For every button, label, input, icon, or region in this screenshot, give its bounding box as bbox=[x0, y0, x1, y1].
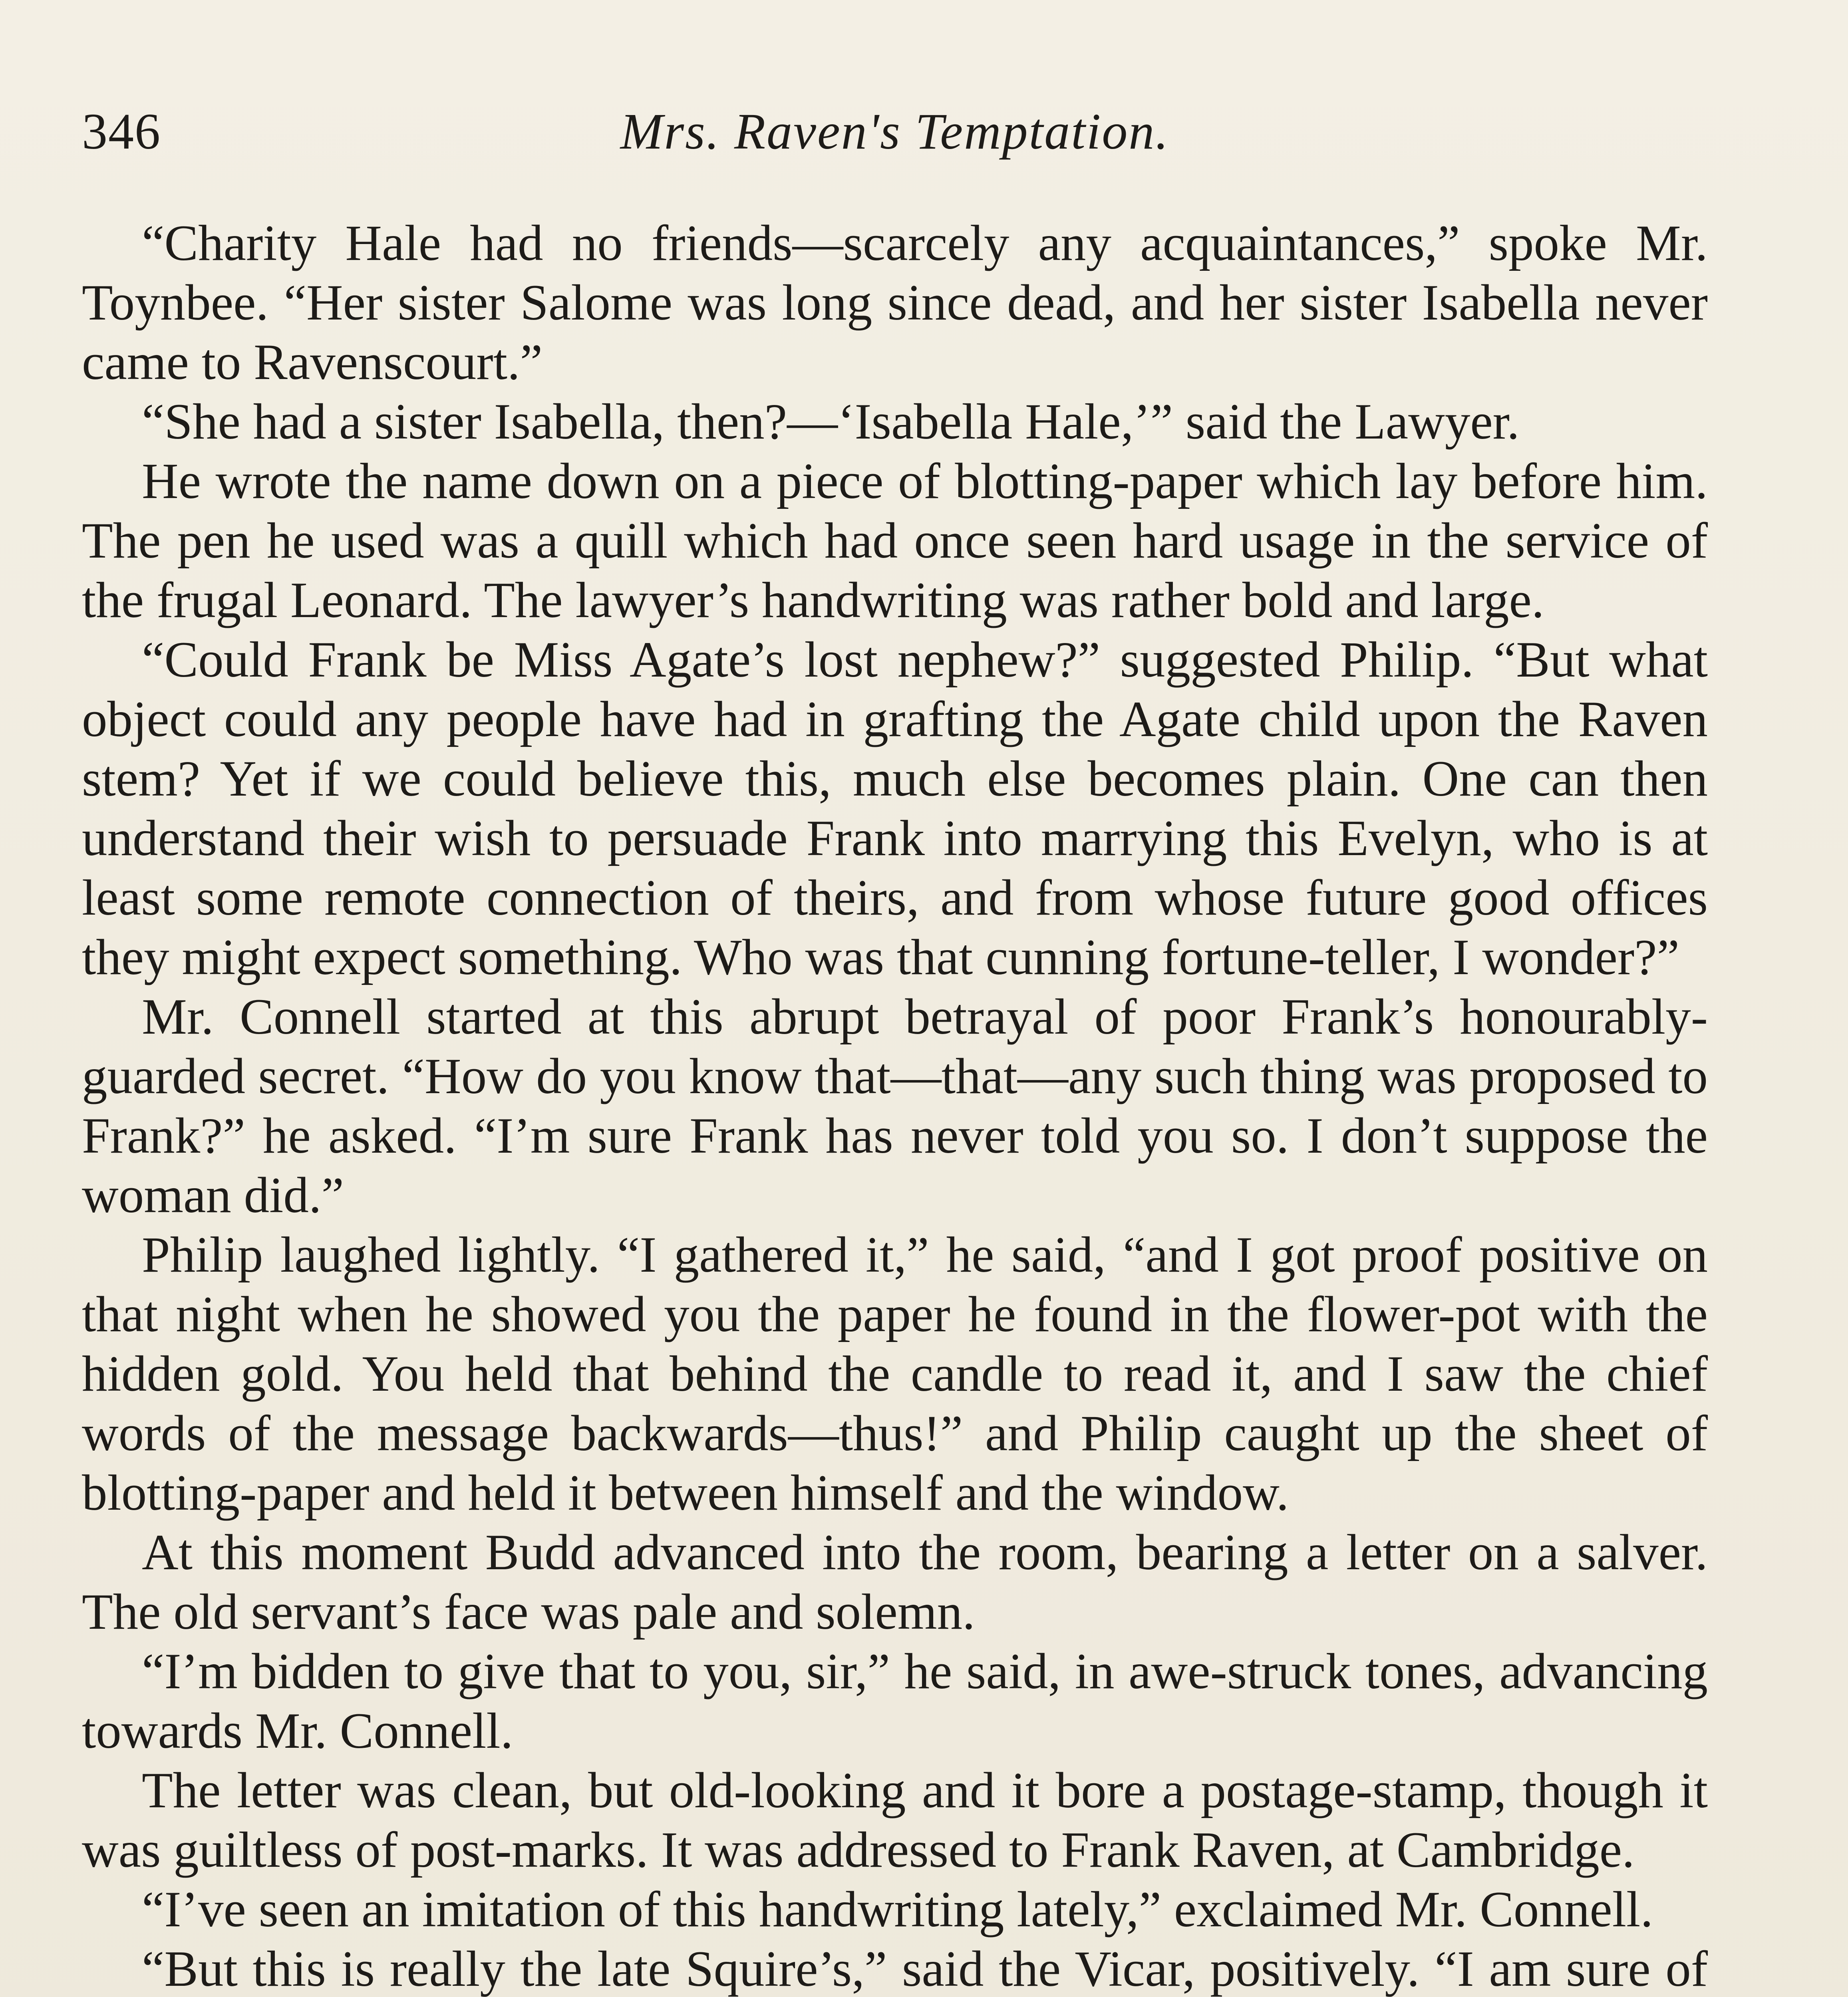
paragraph: Philip laughed lightly. “I gathered it,” he said, “and I got proof positive on that night when he showed you the paper he found in the flower-pot with the hidden gold. You held that behind the candle to read it, and I saw the chief words of the message backwards—thus!” and Philip caught up the sheet of blotting-paper and held it between himself and the window. bbox=[82, 1227, 1708, 1521]
page-number: 346 bbox=[82, 103, 161, 160]
paragraph: Mr. Connell started at this abrupt betrayal of poor Frank’s honourably-guarded secret. “How do you know that—that—any such thing was proposed to Frank?” he asked. “I’m sure Frank has never told you so. I don’t suppose the woman did.” bbox=[82, 989, 1708, 1223]
page-header bbox=[82, 94, 1708, 174]
paragraph: The letter was clean, but old-looking and it bore a postage-stamp, though it was guiltless of post-marks. It was addressed to Frank Raven, at Cambridge. bbox=[82, 1763, 1708, 1878]
paragraph: “Charity Hale had no friends—scarcely any acquaintances,” spoke Mr. Toynbee. “Her sister Salome was long since dead, and her sister Isabella never came to Ravenscourt.” bbox=[82, 215, 1708, 390]
paragraph: At this moment Budd advanced into the room, bearing a letter on a salver. The old servant’s face was pale and solemn. bbox=[82, 1525, 1708, 1640]
paragraph: “But this is really the late Squire’s,” said the Vicar, positively. “I am sure of bbox=[142, 1941, 1708, 1997]
paragraph: He wrote the name down on a piece of blotting-paper which lay before him. The pen he used was a quill which had once seen hard usage in the service of the frugal Leonard. The lawyer’s handwriting was rather bold and large. bbox=[82, 453, 1708, 628]
paragraph: “Could Frank be Miss Agate’s lost nephew?” suggested Philip. “But what object could any people have had in grafting the Agate child upon the Raven stem? Yet if we could believe this, much else becomes plain. One can then understand their wish to persuade Frank into marrying this Evelyn, who is at least some remote connection of theirs, and from whose future good offices they might expect something. Who was that cunning fortune-teller, I wonder?” bbox=[82, 632, 1708, 985]
paragraph: “I’m bidden to give that to you, sir,” he said, in awe-struck tones, advancing towards Mr. Connell. bbox=[82, 1644, 1708, 1759]
paragraph: “I’ve seen an imitation of this handwriting lately,” exclaimed Mr. Connell. bbox=[142, 1882, 1653, 1937]
paragraph: “She had a sister Isabella, then?—‘Isabella Hale,’” said the Lawyer. bbox=[142, 394, 1520, 450]
running-title: Mrs. Raven's Temptation. bbox=[620, 103, 1170, 160]
body-text bbox=[82, 214, 1708, 1997]
